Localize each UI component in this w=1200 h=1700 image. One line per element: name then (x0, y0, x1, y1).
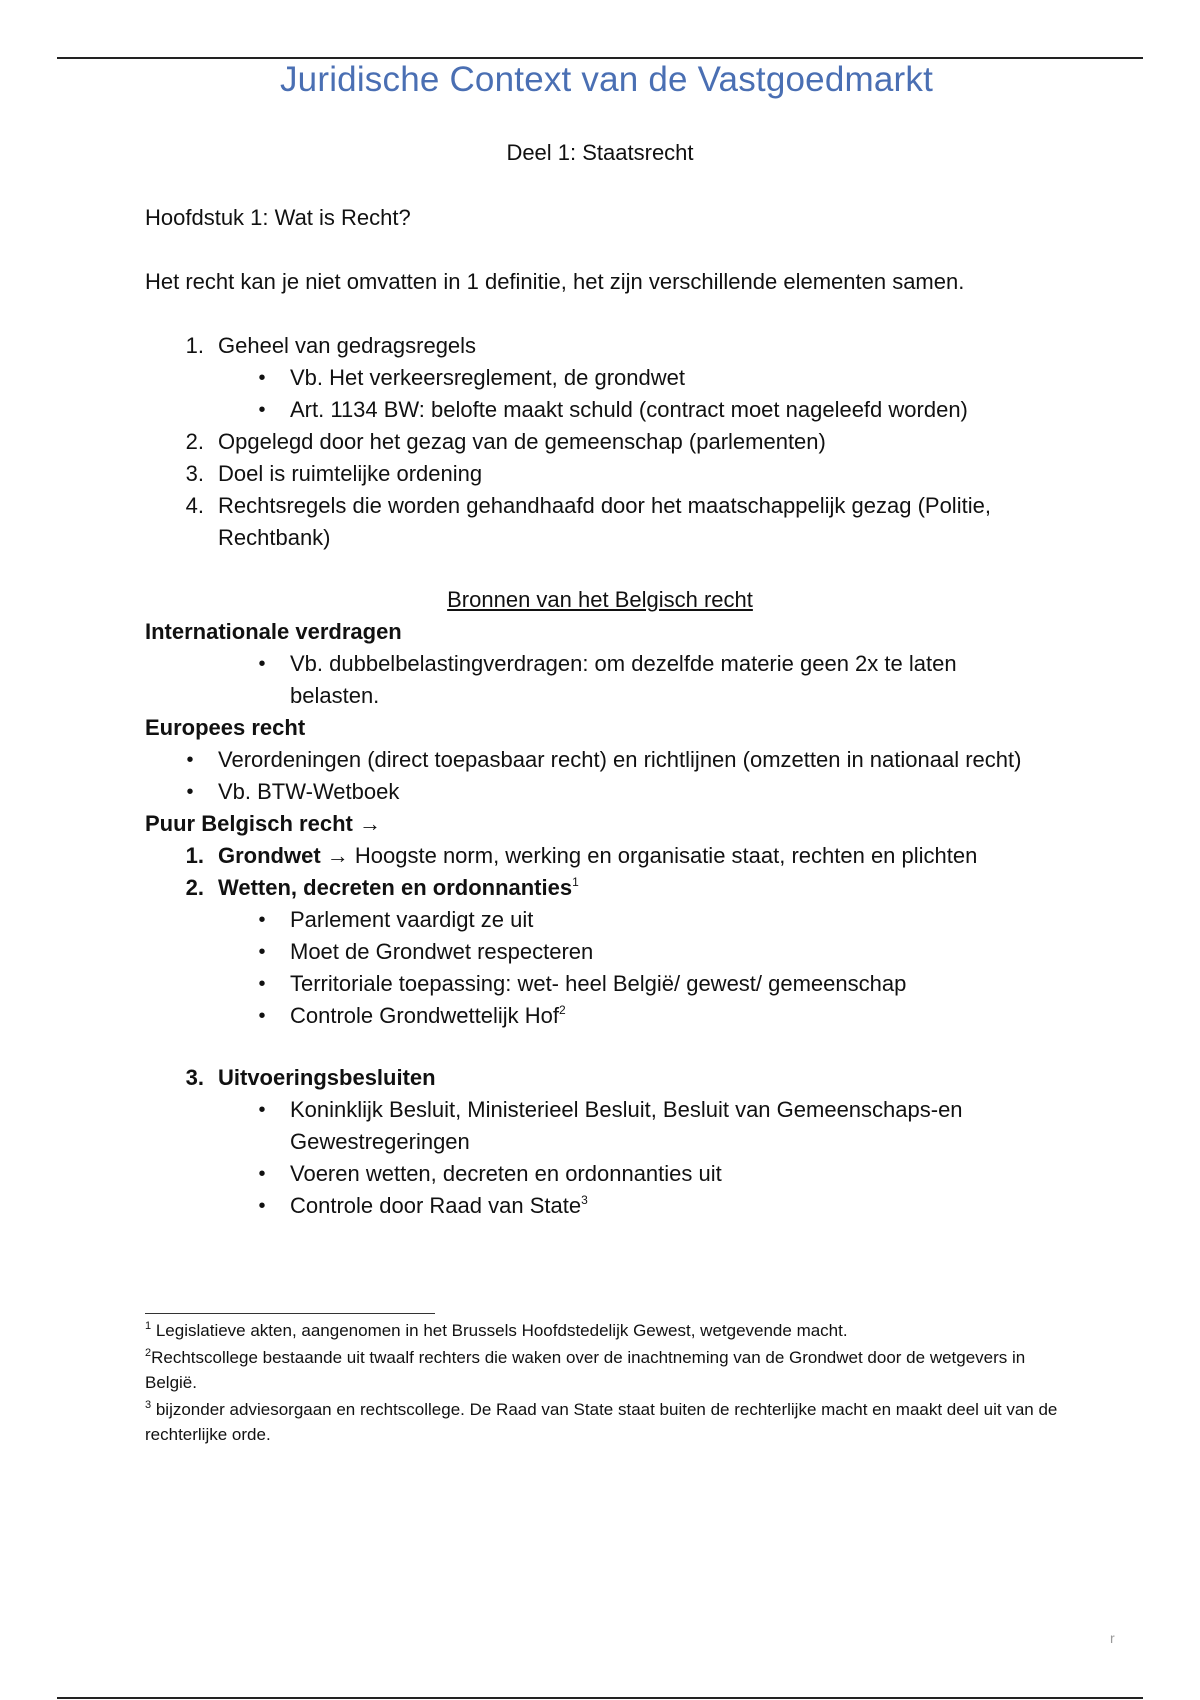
footnote-ref[interactable]: 1 (572, 875, 579, 889)
list-item: 3. Doel is ruimtelijke ordening (185, 461, 483, 486)
list-item: • Controle Grondwettelijk Hof$^2$ (258, 1003, 566, 1028)
list-item: 1. Grondwet → Hoogste norm, werking en organisatie staat, rechten en plichten (185, 843, 978, 868)
list-item: 4. Rechtsregels die worden gehandhaafd door het maatschappelijk gezag (Politie, Rechtbank) (185, 493, 991, 550)
list-item: 3. Uitvoeringsbesluiten (185, 1065, 436, 1090)
document-title: Juridische Context van de Vastgoedmarkt (279, 60, 934, 99)
list-item: • Vb. BTW-Wetboek (186, 779, 400, 804)
list-item: • Koninklijk Besluit, Ministerieel Besluit, Besluit van Gemeenschaps-en Gewestregeringen (258, 1097, 963, 1154)
document-subtitle: Deel 1: Staatsrecht (506, 140, 694, 165)
list-item: • Territoriale toepassing: wet- heel België/ gewest/ gemeenschap (258, 971, 907, 996)
footnote: $^2$Rechtscollege bestaande uit twaalf rechters die waken over de inachtneming van de Grondwet door de wetgevers in België. (145, 1347, 1026, 1392)
footnote-ref[interactable]: 3 (581, 1193, 588, 1207)
page-mark: r (1110, 1630, 1115, 1646)
international-heading: Internationale verdragen (145, 619, 402, 644)
bottom-rule (57, 1697, 1143, 1699)
footnotes (145, 1318, 1065, 1449)
top-rule (57, 57, 1143, 59)
list-item: • Voeren wetten, decreten en ordonnanties uit (258, 1161, 722, 1186)
list-item: • Controle door Raad van State$^3$ (258, 1193, 588, 1218)
footnote-separator (145, 1313, 435, 1314)
list-item: 1. Geheel van gedragsregels (185, 333, 477, 358)
sources-heading: Bronnen van het Belgisch recht (447, 587, 753, 612)
belgian-heading: Puur Belgisch recht → (145, 811, 381, 836)
list-item: • Verordeningen (direct toepasbaar recht) en richtlijnen (omzetten in nationaal recht) (186, 747, 1022, 772)
footnote-ref[interactable]: 2 (559, 1003, 566, 1017)
list-item: • Vb. dubbelbelastingverdragen: om dezelfde materie geen 2x te laten belasten. (258, 651, 957, 708)
footnote: $^1$ Legislatieve akten, aangenomen in het Brussels Hoofdstedelijk Gewest, wetgevende macht. (145, 1320, 848, 1340)
list-item: • Art. 1134 BW: belofte maakt schuld (contract moet nageleefd worden) (258, 397, 968, 422)
chapter-heading: Hoofdstuk 1: Wat is Recht? (145, 205, 411, 230)
intro-paragraph: Het recht kan je niet omvatten in 1 definitie, het zijn verschillende elementen samen. (145, 269, 965, 294)
list-item: • Moet de Grondwet respecteren (258, 939, 594, 964)
list-item: 2. Opgelegd door het gezag van de gemeenschap (parlementen) (185, 429, 826, 454)
document-body (145, 202, 1065, 1222)
footnote: $^3$ bijzonder adviesorgaan en rechtscollege. De Raad van State staat buiten de rechterlijke macht en maakt deel uit van de rechterlijke orde. (145, 1399, 1058, 1444)
list-item: 2. Wetten, decreten en ordonnanties$^1$ (185, 875, 579, 900)
list-item: • Parlement vaardigt ze uit (258, 907, 534, 932)
list-item: • Vb. Het verkeersreglement, de grondwet (258, 365, 685, 390)
european-heading: Europees recht (145, 715, 306, 740)
